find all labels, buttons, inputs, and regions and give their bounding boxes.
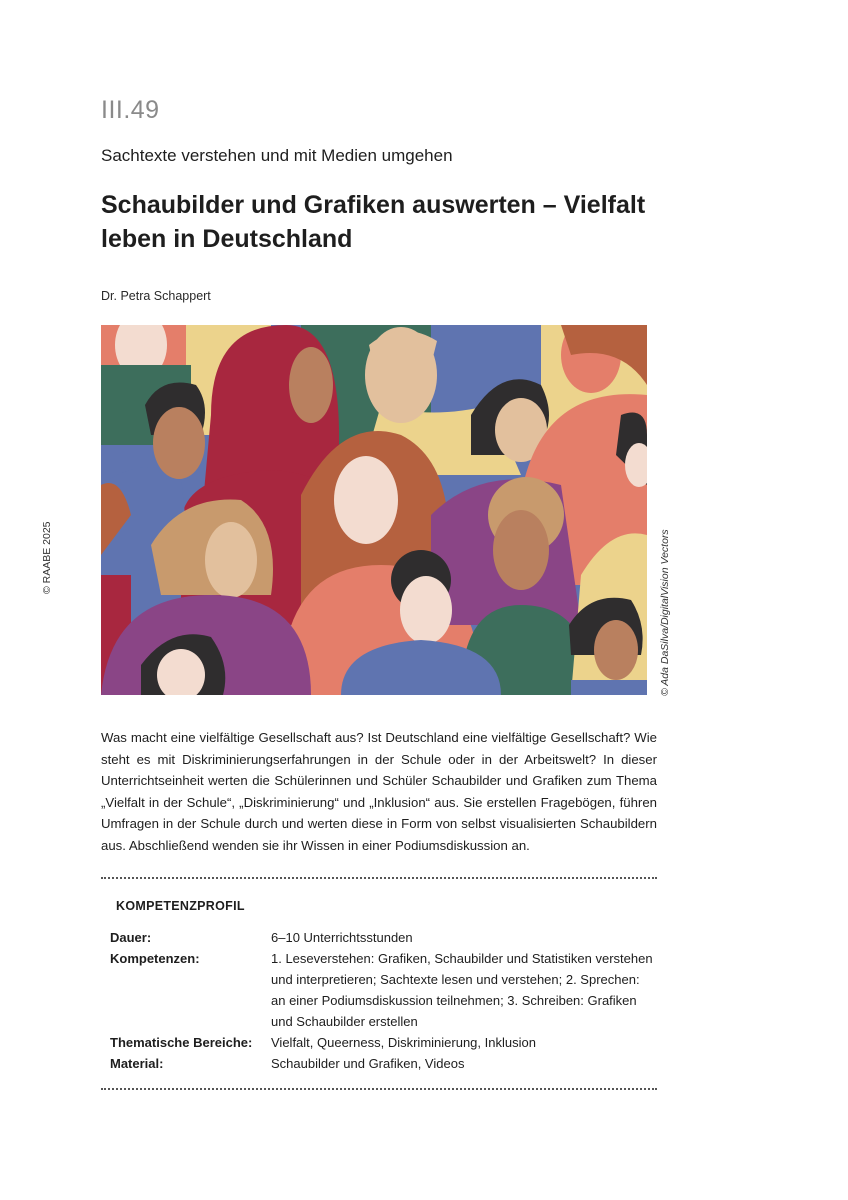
kp-value: 6–10 Unterrichtsstunden xyxy=(271,930,413,945)
category-subtitle: Sachtexte verstehen und mit Medien umgehen xyxy=(101,146,453,165)
page-title: Schaubilder und Grafiken auswerten – Vielfalt leben in Deutschland xyxy=(101,191,646,253)
kp-row-dauer xyxy=(110,927,655,948)
kp-row-kompetenzen xyxy=(110,948,655,1032)
kp-label: Dauer: xyxy=(110,930,152,945)
hero-illustration xyxy=(101,325,647,695)
kp-row-bereiche xyxy=(110,1032,655,1053)
kp-label: Thematische Bereiche: xyxy=(110,1035,253,1050)
kompetenzprofil-table xyxy=(110,927,655,1074)
kp-label: Kompetenzen: xyxy=(110,951,200,966)
divider-top xyxy=(101,877,657,879)
copyright-label: © RAABE 2025 xyxy=(41,521,53,594)
intro-paragraph: Was macht eine vielfältige Gesellschaft aus? Ist Deutschland eine vielfältige Gesellschaft? Wie steht es mit Diskriminierungserfahrungen in der Schule oder in der Arbeitswelt? In dieser Unterrichtseinheit werten die Schülerinnen und Schüler Schaubilder und Grafiken zum Thema „Vielfalt in der Schule“, „Diskriminierung“ und „Inklusion“ aus. Sie erstellen Fragebögen, führen Umfragen in der Schule durch und werten diese in Form von selbst visualisierten Schaubildern aus. Abschließend wenden sie ihr Wissen in einer Podiumsdiskussion an. xyxy=(101,730,657,853)
divider-bottom xyxy=(101,1088,657,1090)
kompetenzprofil-heading: KOMPETENZPROFIL xyxy=(116,899,245,913)
author: Dr. Petra Schappert xyxy=(101,289,211,303)
kp-value: Schaubilder und Grafiken, Videos xyxy=(271,1056,465,1071)
kp-row-material xyxy=(110,1053,655,1074)
kp-value: Vielfalt, Queerness, Diskriminierung, Inklusion xyxy=(271,1035,536,1050)
kp-label: Material: xyxy=(110,1056,164,1071)
unit-code: III.49 xyxy=(101,96,160,124)
image-credit: © Ada DaSilva/DigitalVision Vectors xyxy=(659,529,671,696)
kp-value: 1. Leseverstehen: Grafiken, Schaubilder und Statistiken verstehen und interpretieren; Sachtexte lesen und verstehen; 2. Sprechen: an einer Podiumsdiskussion teilnehmen; 3. Schreiben: Grafiken und Schaubilder erstellen xyxy=(271,951,653,1029)
